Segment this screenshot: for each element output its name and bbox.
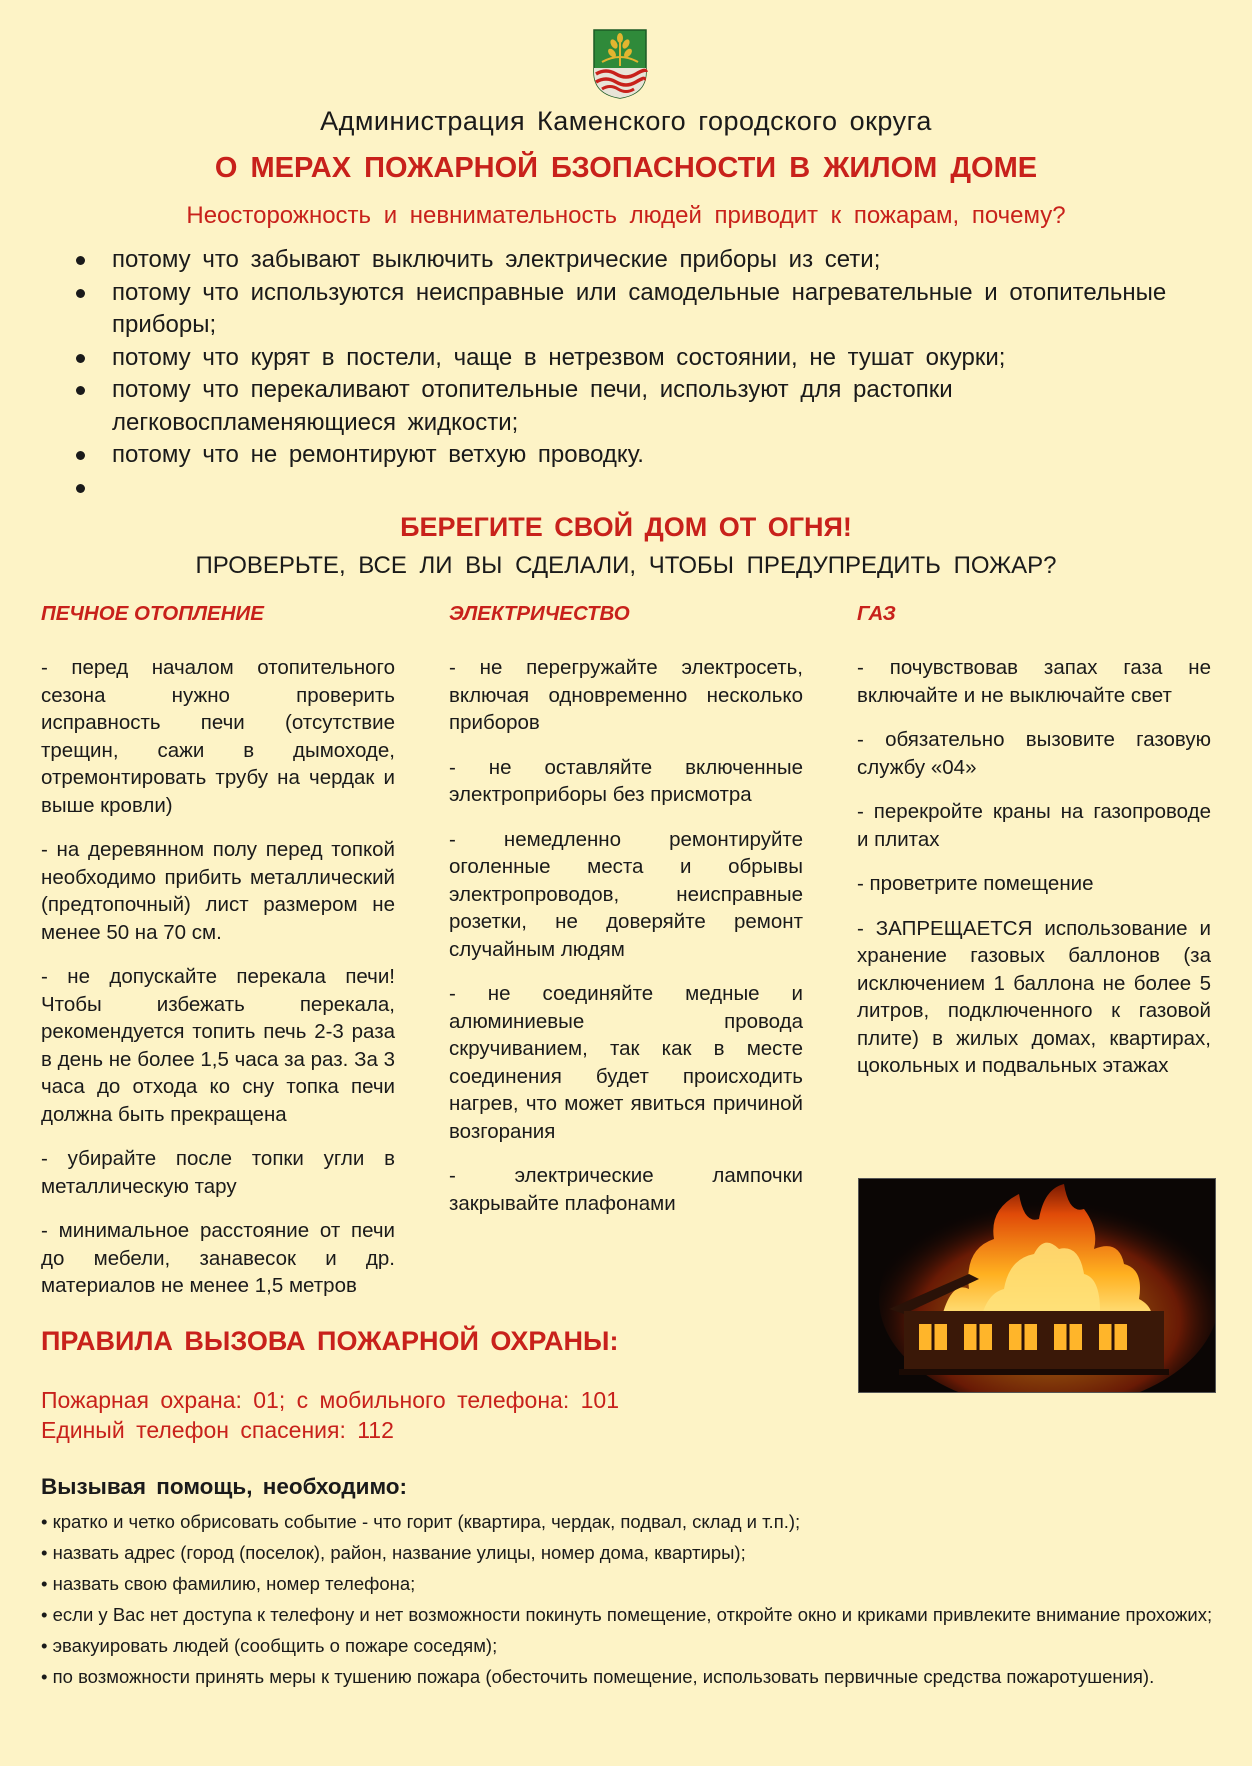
list-item: • если у Вас нет доступа к телефону и нет возможности покинуть помещение, откройте окно и криками привлеките внимание прохожих; (41, 1604, 1213, 1625)
column-item: - не допускайте перекала печи! Чтобы избежать перекала, рекомендуется топить печь 2-3 раза в день не более 1,5 часа за раз. За 3 часа до отхода ко сну топка печи должна быть прекращена (41, 965, 395, 1126)
list-item: • назвать адрес (город (поселок), район, название улицы, номер дома, квартиры); (41, 1542, 746, 1563)
column-item: - минимальное расстояние от печи до мебели, занавесок и др. материалов не менее 1,5 метров (41, 1219, 395, 1297)
list-item: • эвакуировать людей (сообщить о пожаре соседям); (41, 1635, 498, 1656)
column-stove-heating (41, 600, 395, 1317)
column-item: - на деревянном полу перед топкой необходимо прибить металлический (предтопочный) лист размером не менее 50 на 70 см. (41, 838, 395, 944)
reasons-list (72, 244, 1182, 504)
page-subtitle: Неосторожность и невнимательность людей приводит к пожарам, почему? (186, 202, 1066, 229)
list-item: потому что перекаливают отопительные печи, используют для растопки легковоспламеняющиеся жидкости; (72, 374, 1182, 439)
column-item: - проветрите помещение (857, 872, 1094, 895)
column-item: - перекройте краны на газопроводе и плитах (857, 800, 1211, 851)
list-item: потому что используются неисправные или самодельные нагревательные и отопительные приборы; (72, 277, 1182, 342)
column-item: - немедленно ремонтируйте оголенные места и обрывы электропроводов, неисправные розетки, не доверяйте ремонт случайным людям (449, 827, 803, 961)
list-item: потому что забывают выключить электрические приборы из сети; (72, 244, 1182, 277)
bullet-icon (76, 484, 85, 493)
column-title: ПЕЧНОЕ ОТОПЛЕНИЕ (41, 602, 264, 625)
column-item: - не соединяйте медные и алюминиевые провода скручиванием, так как в месте соединения будет происходить нагрев, что может явиться причиной возгорания (449, 982, 803, 1143)
section-heading: БЕРЕГИТЕ СВОЙ ДОМ ОТ ОГНЯ! (400, 512, 852, 542)
column-electricity (449, 600, 803, 1234)
administration-name: Администрация Каменского городского округа (320, 106, 932, 136)
column-item: - обязательно вызовите газовую службу «04» (857, 728, 1211, 779)
column-item: - перед началом отопительного сезона нужно проверить исправность печи (отсутствие трещин, сажи в дымоходе, отремонтировать трубу на чердак и выше кровли) (41, 656, 395, 817)
column-title: ГАЗ (857, 602, 896, 625)
bullet-icon (76, 386, 85, 395)
help-list (41, 1510, 1216, 1696)
bullet-icon (76, 256, 85, 265)
column-item: - электрические лампочки закрывайте плафонами (449, 1164, 803, 1215)
column-item: - не перегружайте электросеть, включая одновременно несколько приборов (449, 656, 803, 734)
help-heading: Вызывая помощь, необходимо: (41, 1474, 408, 1499)
column-gas (857, 600, 1211, 1097)
column-item: - почувствовав запах газа не включайте и не выключайте свет (857, 656, 1211, 707)
bullet-icon (76, 289, 85, 298)
bullet-icon (76, 354, 85, 363)
column-title: ЭЛЕКТРИЧЕСТВО (449, 602, 630, 625)
list-item: • по возможности принять меры к тушению пожара (обесточить помещение, использовать первичные средства пожаротушения). (41, 1666, 1155, 1687)
coat-of-arms-icon (592, 28, 648, 100)
rules-heading: ПРАВИЛА ВЫЗОВА ПОЖАРНОЙ ОХРАНЫ: (41, 1326, 619, 1356)
section-question: ПРОВЕРЬТЕ, ВСЕ ЛИ ВЫ СДЕЛАЛИ, ЧТОБЫ ПРЕДУПРЕДИТЬ ПОЖАР? (195, 552, 1057, 579)
bullet-icon (76, 451, 85, 460)
column-item: - убирайте после топки угли в металлическую тару (41, 1147, 395, 1198)
list-item: • назвать свою фамилию, номер телефона; (41, 1573, 416, 1594)
list-item (72, 472, 1182, 504)
list-item: потому что курят в постели, чаще в нетрезвом состоянии, не тушат окурки; (72, 342, 1182, 375)
list-item: потому что не ремонтируют ветхую проводку. (72, 439, 1182, 472)
column-item: - ЗАПРЕЩАЕТСЯ использование и хранение газовых баллонов (за исключением 1 баллона не более 5 литров, подключенного к газовой плите) в жилых домах, квартирах, цокольных и подвальных этажах (857, 916, 1211, 1077)
list-item: • кратко и четко обрисовать событие - что горит (квартира, чердак, подвал, склад и т.п.); (41, 1511, 801, 1532)
burning-house-photo (858, 1178, 1216, 1393)
phone-fire: Пожарная охрана: 01; с мобильного телефона: 101 (41, 1387, 619, 1413)
emergency-phones (41, 1385, 619, 1445)
page-title: О МЕРАХ ПОЖАРНОЙ БЗОПАСНОСТИ В ЖИЛОМ ДОМЕ (214, 152, 1038, 184)
column-item: - не оставляйте включенные электроприборы без присмотра (449, 755, 803, 806)
phone-rescue: Единый телефон спасения: 112 (41, 1417, 394, 1443)
